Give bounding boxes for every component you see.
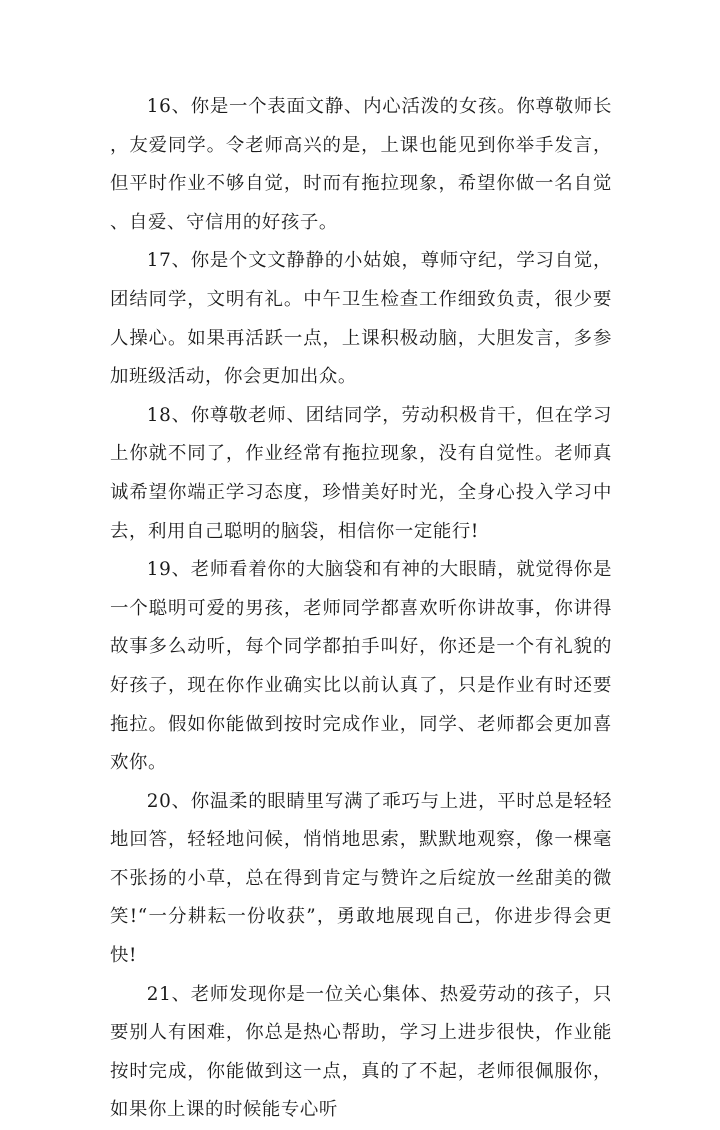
paragraph-19: 19、老师看着你的大脑袋和有神的大眼睛，就觉得你是一个聪明可爱的男孩，老师同学都喜欢听你讲故事，你讲得故事多么动听，每个同学都拍手叫好，你还是一个有礼貌的好孩子，现在你作业确实比以前认真了，只是作业有时还要拖拉。假如你能做到按时完成作业，同学、老师都会更加喜欢你。 [110, 559, 612, 774]
paragraph-20: 20、你温柔的眼睛里写满了乖巧与上进，平时总是轻轻地回答，轻轻地问候，悄悄地思索，默默地观察，像一棵毫不张扬的小草，总在得到肯定与赞许之后绽放一丝甜美的微笑!“一分耕耘一份收获”，勇敢地展现自己，你进步得会更快! [110, 790, 612, 967]
paragraph-16: 16、你是一个表面文静、内心活泼的女孩。你尊敬师长，友爱同学。令老师高兴的是，上课也能见到你举手发言，但平时作业不够自觉，时而有拖拉现象，希望你做一名自觉、自爱、守信用的好孩子。 [110, 96, 612, 233]
document-body [110, 88, 612, 1130]
paragraph-18: 18、你尊敬老师、团结同学，劳动积极肯干，但在学习上你就不同了，作业经常有拖拉现象，没有自觉性。老师真诚希望你端正学习态度，珍惜美好时光，全身心投入学习中去，利用自己聪明的脑袋，相信你一定能行! [110, 404, 612, 542]
paragraph-21: 21、老师发现你是一位关心集体、热爱劳动的孩子，只要别人有困难，你总是热心帮助，学习上进步很快，作业能按时完成，你能做到这一点，真的了不起，老师很佩服你，如果你上课的时候能专心听 [110, 983, 612, 1121]
paragraph-17: 17、你是个文文静静的小姑娘，尊师守纪，学习自觉，团结同学，文明有礼。中午卫生检查工作细致负责，很少要人操心。如果再活跃一点，上课积极动脑，大胆发言，多参加班级活动，你会更加出众。 [110, 250, 612, 388]
